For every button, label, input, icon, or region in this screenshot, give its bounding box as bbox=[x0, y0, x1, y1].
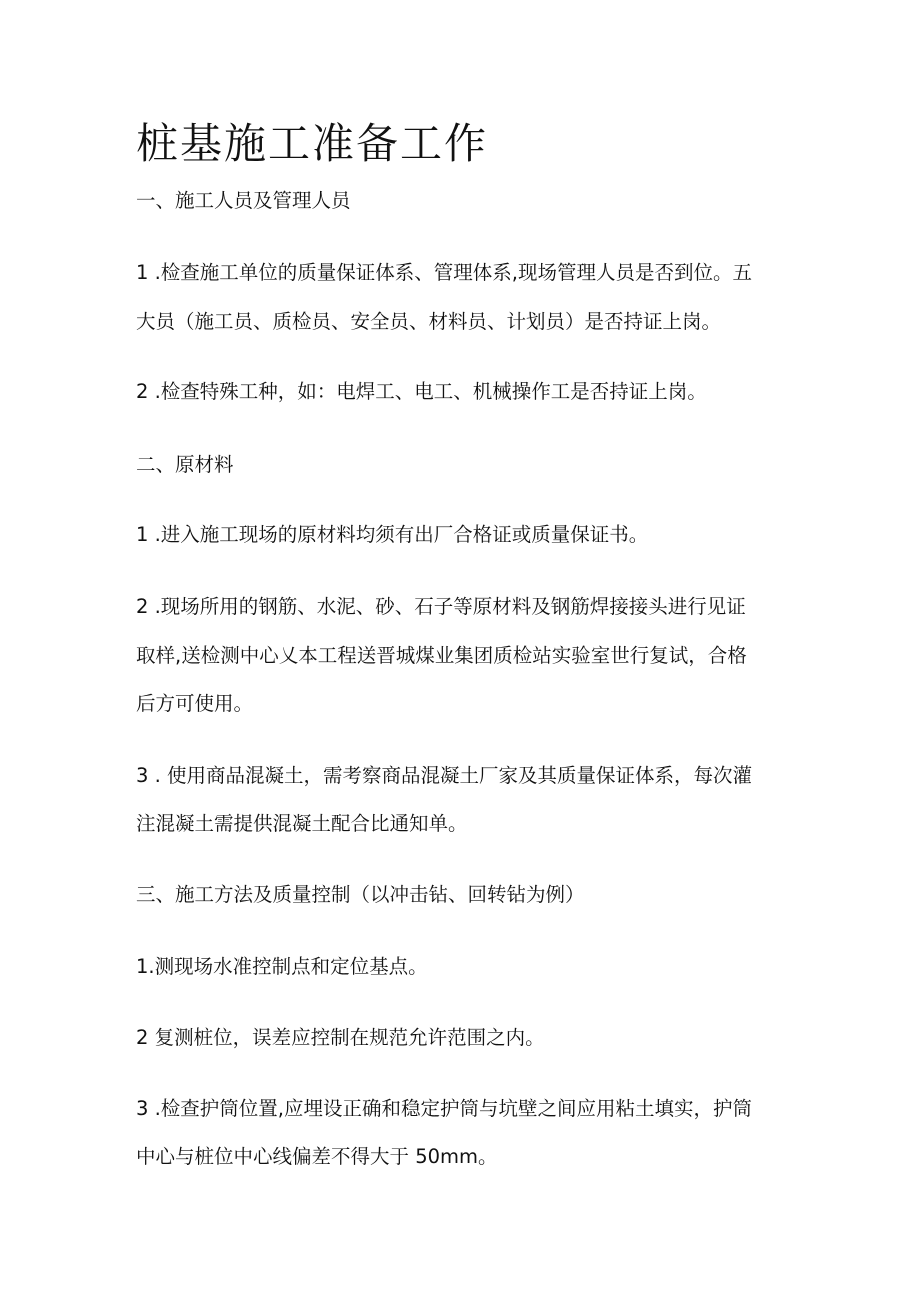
paragraph-line: 注混凝土需提供混凝土配合比通知单。 bbox=[136, 812, 468, 835]
paragraph-line: 中心与桩位中心线偏差不得大于 50mm。 bbox=[136, 1145, 498, 1168]
paragraph-line: 1 .进入施工现场的原材料均须有出厂合格证或质量保证书。 bbox=[136, 523, 649, 546]
paragraph-line: 大员（施工员、质检员、安全员、材料员、计划员）是否持证上岗。 bbox=[136, 310, 722, 333]
paragraph-line: 取样,送检测中心乂本工程送晋城煤业集团质检站实验室世行复试，合格 bbox=[136, 644, 747, 667]
paragraph-line: 后方可使用。 bbox=[136, 692, 254, 715]
paragraph-line: 2 复测桩位，误差应控制在规范允许范围之内。 bbox=[136, 1026, 545, 1049]
paragraph-line: 3 . 使用商品混凝土，需考察商品混凝土厂家及其质量保证体系，每次灌 bbox=[136, 764, 753, 787]
document-title: 桩基施工准备工作 bbox=[136, 119, 489, 168]
paragraph-line: 1.测现场水准控制点和定位基点。 bbox=[136, 955, 428, 978]
section-heading-materials: 二、原材料 bbox=[136, 453, 234, 476]
section-heading-personnel: 一、施工人员及管理人员 bbox=[136, 189, 351, 212]
paragraph-line: 2 .检查特殊工种，如：电焊工、电工、机械操作工是否持证上岗。 bbox=[136, 380, 707, 403]
section-heading-methods: 三、施工方法及质量控制（以冲击钻、回转钻为例） bbox=[136, 883, 585, 906]
paragraph-line: 1 .检查施工单位的质量保证体系、管理体系,现场管理人员是否到位。五 bbox=[136, 261, 753, 284]
paragraph-line: 2 .现场所用的钢筋、水泥、砂、石子等原材料及钢筋焊接接头进行见证 bbox=[136, 595, 746, 618]
paragraph-line: 3 .检查护筒位置,应埋设正确和稳定护筒与坑壁之间应用粘土填实，护筒 bbox=[136, 1097, 753, 1120]
